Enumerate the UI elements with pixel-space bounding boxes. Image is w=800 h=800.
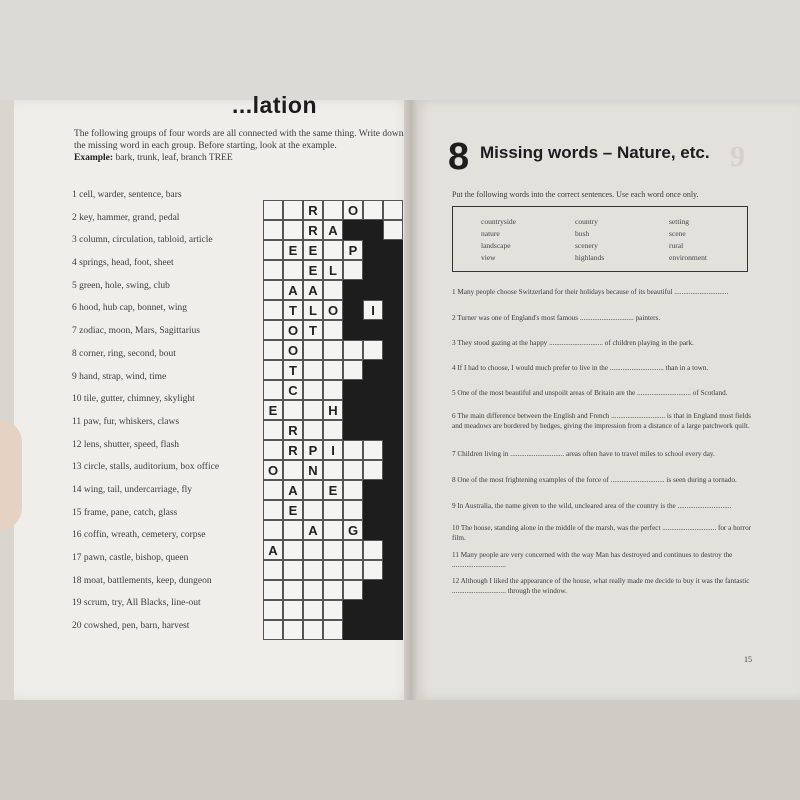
crossword-cell bbox=[343, 500, 363, 520]
crossword-cell bbox=[303, 480, 323, 500]
crossword-cell: A bbox=[303, 280, 323, 300]
crossword-cell bbox=[323, 500, 343, 520]
crossword-cell: I bbox=[363, 300, 383, 320]
crossword-cell bbox=[323, 540, 343, 560]
crossword-black-cell bbox=[363, 400, 383, 420]
word-item: highlands bbox=[575, 253, 605, 262]
crossword-black-cell bbox=[363, 620, 383, 640]
clue-item: 17 pawn, castle, bishop, queen bbox=[72, 553, 189, 563]
crossword-black-cell bbox=[363, 220, 383, 240]
sentence-item: 5 One of the most beautiful and unspoilt areas of Britain are the .............................. of Scotland. bbox=[452, 389, 728, 397]
crossword-cell bbox=[263, 620, 283, 640]
crossword-cell: A bbox=[323, 220, 343, 240]
crossword-cell bbox=[343, 360, 363, 380]
clue-item: 8 corner, ring, second, bout bbox=[72, 348, 176, 359]
crossword-cell: A bbox=[283, 280, 303, 300]
sentence-item: 2 Turner was one of England's most famous .............................. painters. bbox=[452, 314, 661, 322]
background-wall bbox=[0, 0, 800, 100]
crossword-cell bbox=[323, 420, 343, 440]
crossword-black-cell bbox=[363, 480, 383, 500]
clue-item: 14 wing, tail, undercarriage, fly bbox=[72, 484, 193, 495]
crossword-cell bbox=[383, 200, 403, 220]
crossword-black-cell bbox=[383, 580, 403, 600]
crossword-cell bbox=[263, 200, 283, 220]
example-text: bark, trunk, leaf, branch TREE bbox=[115, 153, 233, 163]
crossword-black-cell bbox=[363, 600, 383, 620]
crossword-cell bbox=[363, 340, 383, 360]
crossword-cell bbox=[323, 280, 343, 300]
crossword-cell bbox=[283, 220, 303, 240]
crossword-cell bbox=[283, 200, 303, 220]
word-item: rural bbox=[669, 241, 684, 250]
crossword-cell bbox=[263, 280, 283, 300]
sentence-item: 8 One of the most frightening examples of the force of .............................. is seen during a tornado. bbox=[452, 476, 737, 484]
crossword-black-cell bbox=[343, 400, 363, 420]
crossword-cell: E bbox=[323, 480, 343, 500]
crossword-cell bbox=[323, 200, 343, 220]
crossword-black-cell bbox=[343, 300, 363, 320]
crossword-cell bbox=[343, 440, 363, 460]
crossword-cell: O bbox=[263, 460, 283, 480]
crossword-black-cell bbox=[383, 380, 403, 400]
clue-item: 6 hood, hub cap, bonnet, wing bbox=[72, 303, 188, 314]
crossword-black-cell bbox=[383, 340, 403, 360]
crossword-cell bbox=[283, 400, 303, 420]
crossword-black-cell bbox=[383, 260, 403, 280]
crossword-cell bbox=[303, 620, 323, 640]
word-item: countryside bbox=[481, 217, 516, 226]
crossword-cell bbox=[283, 620, 303, 640]
crossword-cell bbox=[323, 460, 343, 480]
intro-paragraph: The following groups of four words are all connected with the same thing. Write down the missing word in each group. Before starting, look at the example. bbox=[74, 129, 404, 151]
crossword-black-cell bbox=[383, 300, 403, 320]
crossword-cell: R bbox=[303, 220, 323, 240]
sentence-item: 10 The house, standing alone in the middle of the marsh, was the perfect .............................. for a horror film. bbox=[452, 524, 752, 542]
crossword-cell bbox=[303, 600, 323, 620]
crossword-cell bbox=[283, 260, 303, 280]
crossword-black-cell bbox=[363, 280, 383, 300]
crossword-black-cell bbox=[383, 280, 403, 300]
crossword-black-cell bbox=[383, 620, 403, 640]
clue-item: 5 green, hole, swing, club bbox=[72, 280, 170, 291]
background-table bbox=[0, 700, 800, 800]
sentence-item: 6 The main difference between the English and French .............................. is that in England most fields and meadows are bordered by hedges, giving the impression from a distance of a large patchwork quilt. bbox=[452, 412, 751, 430]
crossword-cell: E bbox=[303, 260, 323, 280]
clue-item: 3 column, circulation, tabloid, article bbox=[72, 235, 213, 246]
crossword-cell: L bbox=[303, 300, 323, 320]
crossword-cell bbox=[263, 520, 283, 540]
crossword-cell: T bbox=[303, 320, 323, 340]
clue-item: 4 springs, head, foot, sheet bbox=[72, 258, 174, 269]
sentence-item: 12 Although I liked the appearance of the house, what really made me decide to buy it was the fantastic .............................. through the window. bbox=[452, 577, 750, 595]
crossword-cell bbox=[303, 400, 323, 420]
crossword-cell bbox=[363, 460, 383, 480]
crossword-cell: L bbox=[323, 260, 343, 280]
crossword-black-cell bbox=[343, 280, 363, 300]
clue-item: 12 lens, shutter, speed, flash bbox=[72, 439, 180, 450]
crossword-cell bbox=[263, 560, 283, 580]
crossword-black-cell bbox=[383, 400, 403, 420]
crossword-cell bbox=[303, 380, 323, 400]
crossword-cell bbox=[323, 340, 343, 360]
clue-item: 2 key, hammer, grand, pedal bbox=[72, 212, 180, 223]
word-item: environment bbox=[669, 253, 707, 262]
crossword-cell: E bbox=[283, 500, 303, 520]
crossword-black-cell bbox=[383, 540, 403, 560]
clue-item: 13 circle, stalls, auditorium, box office bbox=[72, 462, 220, 473]
crossword-cell: A bbox=[263, 540, 283, 560]
page-number: 15 bbox=[744, 655, 752, 664]
word-item: setting bbox=[669, 217, 689, 226]
crossword-black-cell bbox=[383, 240, 403, 260]
crossword-black-cell bbox=[363, 360, 383, 380]
crossword-cell bbox=[303, 500, 323, 520]
crossword-black-cell bbox=[383, 600, 403, 620]
crossword-cell bbox=[343, 540, 363, 560]
clue-item: 11 paw, fur, whiskers, claws bbox=[72, 416, 180, 427]
crossword-cell bbox=[263, 600, 283, 620]
crossword-black-cell bbox=[383, 420, 403, 440]
crossword-cell bbox=[263, 420, 283, 440]
sentence-item: 1 Many people choose Switzerland for their holidays because of its beautiful .............................. bbox=[452, 288, 729, 296]
crossword-black-cell bbox=[343, 380, 363, 400]
crossword-black-cell bbox=[363, 260, 383, 280]
crossword-cell: O bbox=[283, 340, 303, 360]
word-box bbox=[452, 206, 748, 272]
chapter-title: Missing words – Nature, etc. bbox=[480, 143, 710, 162]
crossword-cell bbox=[343, 460, 363, 480]
crossword-cell bbox=[323, 580, 343, 600]
word-item: nature bbox=[481, 229, 500, 238]
instruction-text: Put the following words into the correct sentences. Use each word once only. bbox=[452, 190, 699, 199]
crossword-black-cell bbox=[343, 320, 363, 340]
crossword-cell bbox=[303, 560, 323, 580]
crossword-cell bbox=[343, 340, 363, 360]
crossword-cell bbox=[283, 600, 303, 620]
crossword-cell bbox=[323, 320, 343, 340]
crossword-cell bbox=[263, 500, 283, 520]
crossword-cell bbox=[303, 540, 323, 560]
crossword-cell bbox=[263, 320, 283, 340]
crossword-black-cell bbox=[363, 420, 383, 440]
crossword-cell bbox=[343, 580, 363, 600]
clue-item: 10 tile, gutter, chimney, skylight bbox=[72, 394, 195, 405]
clue-item: 16 coffin, wreath, cemetery, corpse bbox=[72, 530, 206, 541]
crossword-cell: O bbox=[343, 200, 363, 220]
crossword-cell: N bbox=[303, 460, 323, 480]
crossword-black-cell bbox=[363, 240, 383, 260]
chapter-number: 8 bbox=[448, 136, 470, 178]
crossword-cell bbox=[363, 560, 383, 580]
crossword-cell bbox=[263, 380, 283, 400]
crossword-cell bbox=[263, 240, 283, 260]
crossword-black-cell bbox=[363, 520, 383, 540]
crossword-cell: I bbox=[323, 440, 343, 460]
crossword-black-cell bbox=[343, 220, 363, 240]
word-item: scene bbox=[669, 229, 686, 238]
intro-text bbox=[74, 128, 404, 164]
crossword-cell bbox=[263, 580, 283, 600]
clue-item: 15 frame, pane, catch, glass bbox=[72, 507, 178, 518]
crossword-cell bbox=[343, 560, 363, 580]
crossword-black-cell bbox=[363, 500, 383, 520]
sentence-item: 7 Children living in .............................. areas often have to travel miles to school every day. bbox=[452, 450, 715, 458]
word-item: country bbox=[575, 217, 598, 226]
crossword-black-cell bbox=[383, 440, 403, 460]
sentence-item: 9 In Australia, the name given to the wild, uncleared area of the country is the .............................. bbox=[452, 502, 732, 510]
sentence-list bbox=[452, 288, 752, 603]
crossword-cell bbox=[263, 480, 283, 500]
clue-item: 20 cowshed, pen, barn, harvest bbox=[72, 621, 190, 632]
crossword-cell bbox=[323, 600, 343, 620]
crossword-cell bbox=[263, 300, 283, 320]
crossword-cell bbox=[283, 520, 303, 540]
thumb bbox=[0, 420, 22, 530]
crossword-cell bbox=[323, 360, 343, 380]
sentence-item: 11 Many people are very concerned with the way Man has destroyed and continues to destroy the .............................. bbox=[452, 551, 733, 569]
crossword-cell bbox=[263, 360, 283, 380]
crossword-black-cell bbox=[363, 580, 383, 600]
crossword-cell bbox=[343, 480, 363, 500]
crossword-cell bbox=[263, 260, 283, 280]
clue-item: 1 cell, warder, sentence, bars bbox=[72, 190, 182, 200]
crossword-grid bbox=[263, 200, 403, 660]
crossword-cell bbox=[303, 340, 323, 360]
crossword-black-cell bbox=[343, 620, 363, 640]
crossword-cell: A bbox=[283, 480, 303, 500]
crossword-cell bbox=[263, 440, 283, 460]
crossword-cell: O bbox=[323, 300, 343, 320]
crossword-cell: H bbox=[323, 400, 343, 420]
sentence-item: 4 If I had to choose, I would much prefer to live in the .............................. than in a town. bbox=[452, 364, 709, 372]
crossword-black-cell bbox=[383, 560, 403, 580]
crossword-cell: P bbox=[303, 440, 323, 460]
word-item: view bbox=[481, 253, 496, 262]
crossword-cell: O bbox=[283, 320, 303, 340]
word-item: scenery bbox=[575, 241, 598, 250]
word-item: landscape bbox=[481, 241, 511, 250]
crossword-cell: A bbox=[303, 520, 323, 540]
crossword-black-cell bbox=[383, 460, 403, 480]
crossword-cell bbox=[323, 620, 343, 640]
crossword-cell: C bbox=[283, 380, 303, 400]
crossword-cell bbox=[383, 220, 403, 240]
crossword-cell: T bbox=[283, 300, 303, 320]
crossword-cell bbox=[283, 560, 303, 580]
crossword-black-cell bbox=[383, 500, 403, 520]
crossword-cell: R bbox=[283, 420, 303, 440]
word-item: bush bbox=[575, 229, 590, 238]
crossword-cell bbox=[263, 340, 283, 360]
next-chapter-ghost-number: 9 bbox=[730, 140, 745, 173]
crossword-cell bbox=[323, 560, 343, 580]
crossword-cell: E bbox=[263, 400, 283, 420]
left-page-title: ...lation bbox=[232, 92, 317, 118]
crossword-cell bbox=[343, 260, 363, 280]
crossword-cell bbox=[363, 200, 383, 220]
crossword-cell: P bbox=[343, 240, 363, 260]
crossword-cell: G bbox=[343, 520, 363, 540]
crossword-cell bbox=[363, 540, 383, 560]
crossword-cell bbox=[323, 520, 343, 540]
crossword-cell bbox=[323, 380, 343, 400]
crossword-cell: R bbox=[283, 440, 303, 460]
crossword-cell: E bbox=[303, 240, 323, 260]
clue-item: 9 hand, strap, wind, time bbox=[72, 371, 167, 382]
clue-item: 18 moat, battlements, keep, dungeon bbox=[72, 575, 212, 586]
clue-item: 7 zodiac, moon, Mars, Sagittarius bbox=[72, 326, 200, 337]
crossword-cell bbox=[303, 360, 323, 380]
crossword-cell bbox=[283, 580, 303, 600]
crossword-cell bbox=[263, 220, 283, 240]
crossword-black-cell bbox=[343, 600, 363, 620]
crossword-cell bbox=[283, 460, 303, 480]
crossword-black-cell bbox=[343, 420, 363, 440]
crossword-black-cell bbox=[383, 320, 403, 340]
crossword-cell bbox=[303, 420, 323, 440]
book-spine bbox=[404, 100, 418, 700]
crossword-cell bbox=[283, 540, 303, 560]
crossword-black-cell bbox=[363, 320, 383, 340]
clue-item: 19 scrum, try, All Blacks, line-out bbox=[72, 598, 201, 609]
crossword-cell: T bbox=[283, 360, 303, 380]
crossword-cell bbox=[323, 240, 343, 260]
crossword-cell bbox=[303, 580, 323, 600]
crossword-black-cell bbox=[383, 520, 403, 540]
clue-list bbox=[72, 190, 282, 644]
crossword-black-cell bbox=[383, 360, 403, 380]
crossword-black-cell bbox=[363, 380, 383, 400]
crossword-cell: R bbox=[303, 200, 323, 220]
crossword-cell: E bbox=[283, 240, 303, 260]
example-label: Example: bbox=[74, 153, 114, 163]
crossword-black-cell bbox=[383, 480, 403, 500]
crossword-cell bbox=[363, 440, 383, 460]
sentence-item: 3 They stood gazing at the happy .............................. of children playing in the park. bbox=[452, 339, 694, 347]
